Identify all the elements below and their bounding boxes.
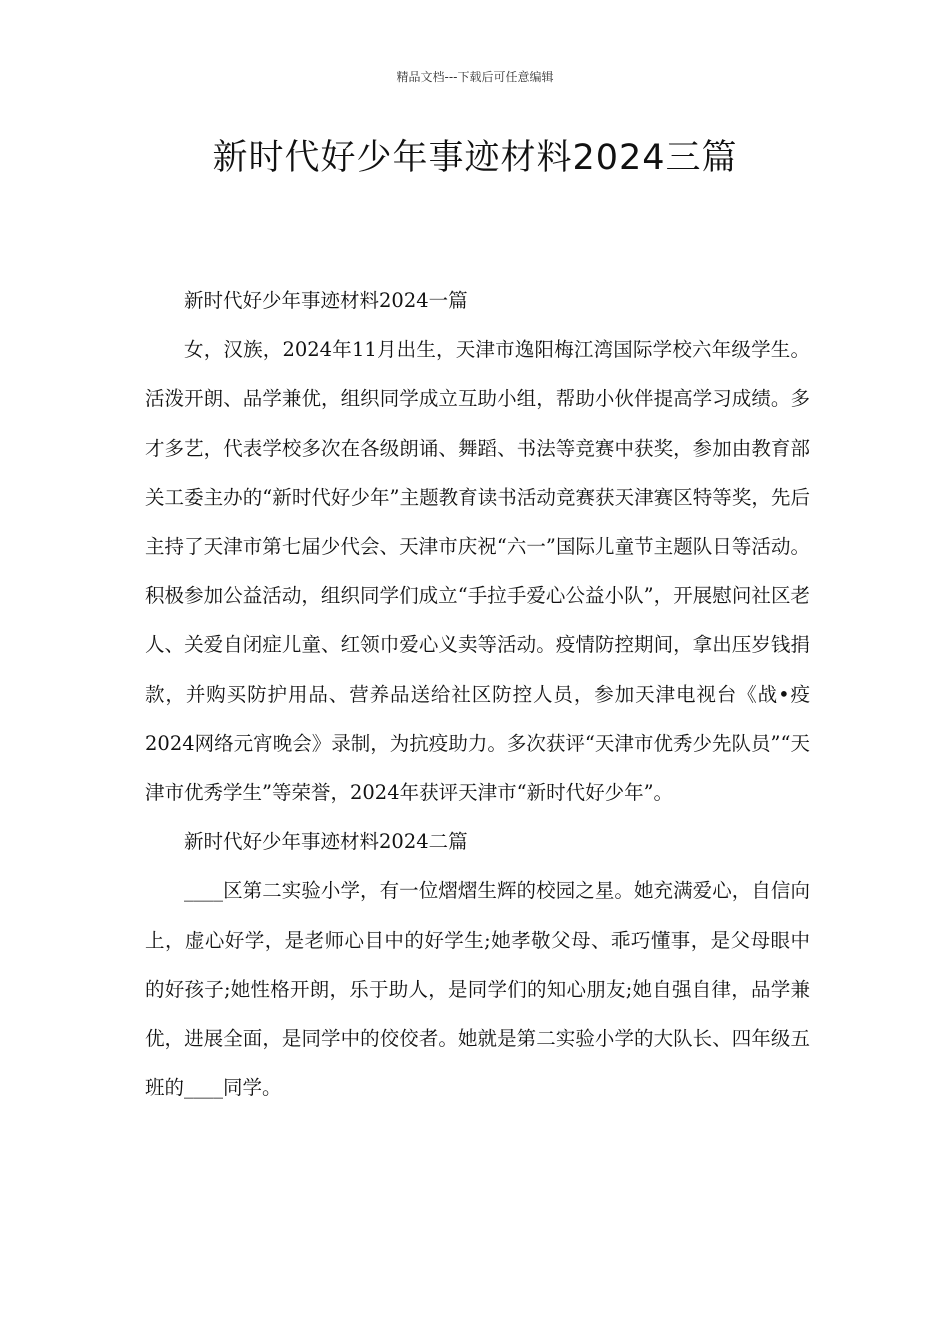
header-note: 精品文档---下载后可任意编辑 [396, 70, 554, 84]
section-heading-2: 新时代好少年事迹材料2024二篇 [184, 830, 468, 854]
section-heading-1: 新时代好少年事迹材料2024一篇 [184, 289, 468, 312]
section-paragraph-2: ____区第二实验小学，有一位熠熠生辉的校园之星。她充满爱心，自信向上，虚心好学，是老师心目中的好学生;她孝敬父母、乖巧懂事，是父母眼中的好孩子;她性格开朗，乐于助人，是同学们的知心朋友;她自强自律，品学兼优，进展全面，是同学中的佼佼者。她就是第二实验小学的大队长、四年级五班的____同学。 [145, 879, 810, 1100]
section-paragraph-1: 女，汉族，2024年11月出生，天津市逸阳梅江湾国际学校六年级学生。活泼开朗、品学兼优，组织同学成立互助小组，帮助小伙伴提高学习成绩。多才多艺，代表学校多次在各级朗诵、舞蹈、书法等竞赛中获奖，参加由教育部关工委主办的“新时代好少年”主题教育读书活动竞赛获天津赛区特等奖，先后主持了天津市第七届少代会、天津市庆祝“六一”国际儿童节主题队日等活动。积极参加公益活动，组织同学们成立“手拉手爱心公益小队”，开展慰问社区老人、关爱自闭症儿童、红领巾爱心义卖等活动。疫情防控期间，拿出压岁钱捐款，并购买防护用品、营养品送给社区防控人员，参加天津电视台《战•疫2024网络元宵晚会》录制，为抗疫助力。多次获评“天津市优秀少先队员”“天津市优秀学生”等荣誉，2024年获评天津市“新时代好少年”。 [145, 338, 810, 805]
document-title: 新时代好少年事迹材料2024三篇 [212, 138, 738, 178]
document-body [145, 276, 810, 1112]
